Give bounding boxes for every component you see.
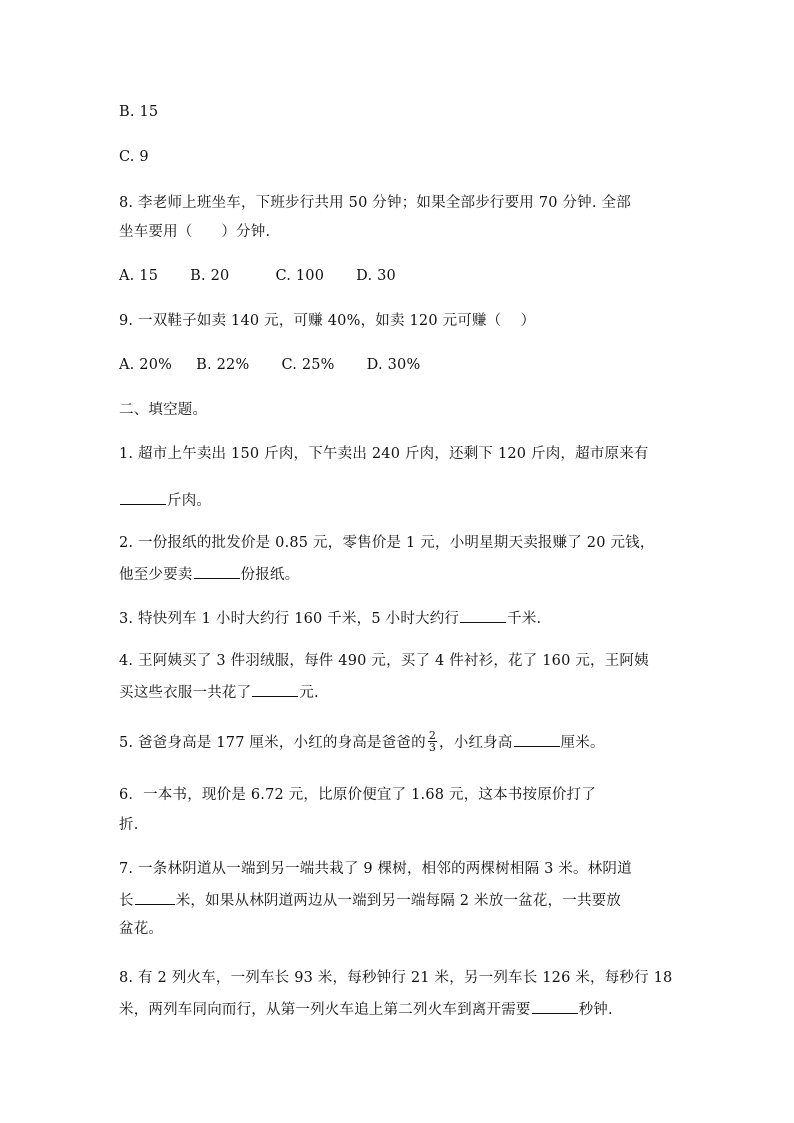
section-2-title: 二、填空题。 (119, 402, 208, 418)
fill-7-line-3: 盆花。 (119, 921, 164, 937)
question-9-line-1: 9. 一双鞋子如卖 140 元，可赚 40%，如卖 120 元可赚（ ） (119, 313, 536, 329)
answer-blank[interactable] (460, 607, 506, 623)
option-b: B. 20 (190, 268, 230, 284)
fill-7-line-2: 长 米，如果从林阴道两边从一端到另一端每隔 2 米放一盆花，一共要放 (119, 889, 621, 911)
fill-8-line-2: 米，两列车同向而行，从第一列火车追上第二列火车到离开需要 秒钟. (119, 998, 613, 1020)
fill-1-line-2: 斤肉。 (119, 489, 211, 511)
fill-4-line-2: 买这些衣服一共花了 元. (119, 681, 319, 703)
answer-blank[interactable] (135, 889, 175, 905)
option-c: C. 25% (281, 357, 335, 373)
fill-6-line-2: 折. (119, 817, 139, 833)
fraction-two-thirds: $\frac{2}{3}$ (428, 728, 437, 754)
fill-3-line: 3. 特快列车 1 小时大约行 160 千米，5 小时大约行 千米. (119, 607, 541, 629)
answer-blank[interactable] (120, 489, 166, 505)
option-d: D. 30 (356, 268, 396, 284)
option-d: D. 30% (366, 357, 421, 373)
fill-2-line-2: 他至少要卖 份报纸。 (119, 563, 299, 585)
question-8-line-1: 8. 李老师上班坐车，下班步行共用 50 分钟；如果全部步行要用 70 分钟. 全部 (119, 195, 631, 211)
fill-5-line: 5. 爸爸身高是 177 厘米，小红的身高是爸爸的 $\frac{2}{3}$ ，小红身高 厘米。 (119, 728, 605, 754)
question-9-options (119, 355, 420, 375)
fill-7-line-1: 7. 一条林阴道从一端到另一端共栽了 9 棵树，相邻的两棵树相隔 3 米。林阴道 (119, 861, 632, 877)
fill-1-line-1: 1. 超市上午卖出 150 斤肉，下午卖出 240 斤肉，还剩下 120 斤肉，超市原来有 (119, 446, 649, 462)
option-c-prev: C. 9 (119, 149, 149, 165)
fill-6-line-1: 6．一本书，现价是 6.72 元，比原价便宜了 1.68 元，这本书按原价打了 (119, 787, 597, 803)
option-b-prev: B. 15 (119, 104, 159, 120)
fill-8-line-1: 8. 有 2 列火车，一列车长 93 米，每秒钟行 21 米，另一列车长 126 米，每秒行 18 (119, 970, 673, 986)
fill-4-line-1: 4. 王阿姨买了 3 件羽绒服，每件 490 元，买了 4 件衬衫，花了 160 元，王阿姨 (119, 653, 649, 669)
fill-2-line-1: 2. 一份报纸的批发价是 0.85 元，零售价是 1 元，小明星期天卖报赚了 20 元钱， (119, 535, 655, 551)
answer-blank[interactable] (194, 563, 240, 579)
answer-blank[interactable] (514, 731, 560, 747)
answer-blank[interactable] (532, 998, 578, 1014)
option-b: B. 22% (196, 357, 250, 373)
option-a: A. 15 (119, 268, 159, 284)
option-c: C. 100 (275, 268, 325, 284)
option-a: A. 20% (119, 357, 173, 373)
answer-blank[interactable] (252, 681, 298, 697)
question-8-line-2: 坐车要用（ ）分钟. (119, 224, 271, 240)
question-8-options (119, 266, 396, 286)
